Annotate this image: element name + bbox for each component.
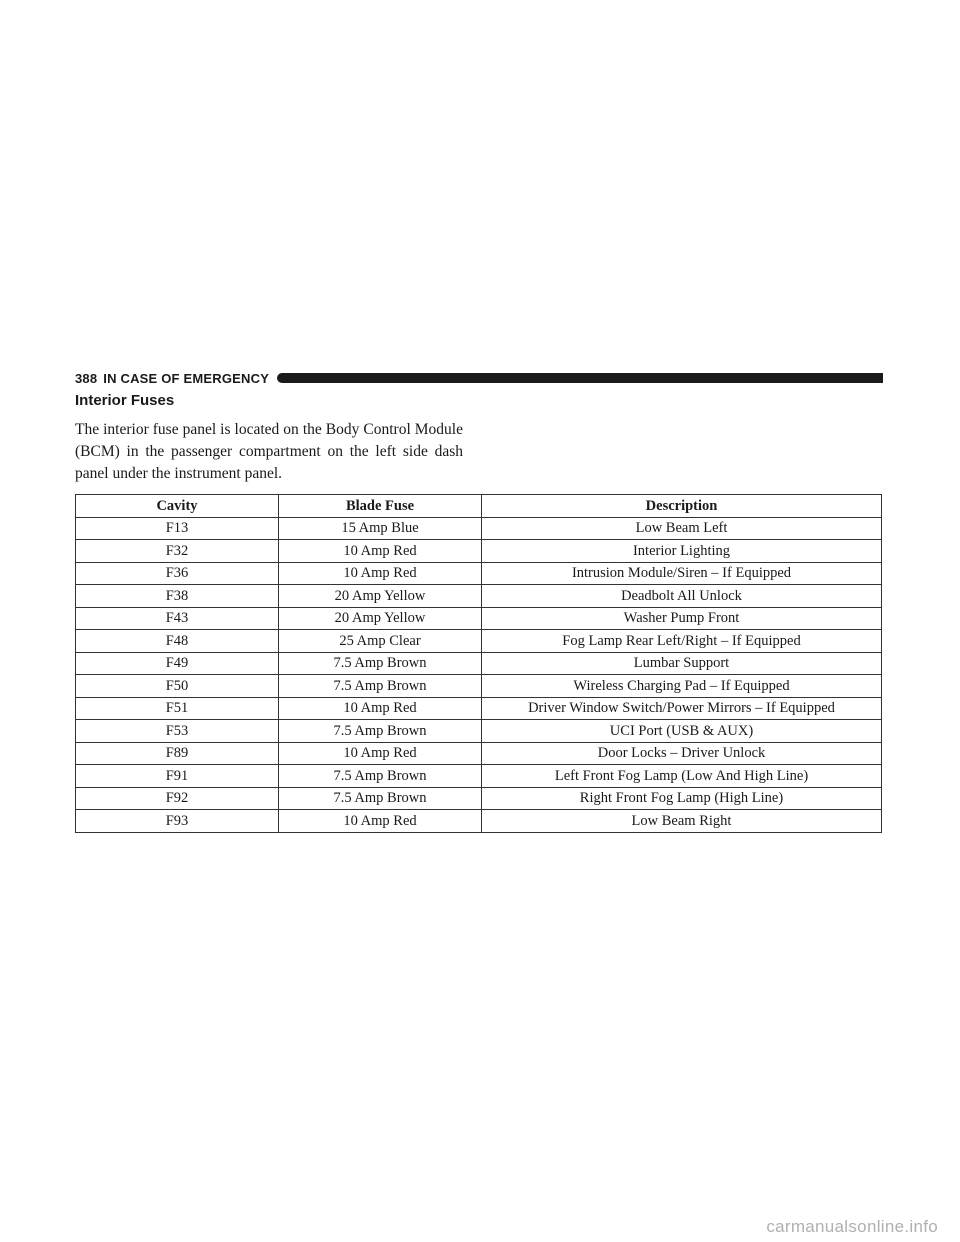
column-header-description: Description — [482, 495, 882, 518]
fuse-table — [75, 494, 882, 833]
cell-cavity: F50 — [76, 675, 279, 698]
cell-blade-fuse: 7.5 Amp Brown — [279, 675, 482, 698]
watermark: carmanualsonline.info — [766, 1217, 938, 1236]
section-title: IN CASE OF EMERGENCY — [103, 370, 270, 386]
cell-blade-fuse: 25 Amp Clear — [279, 630, 482, 653]
cell-description: Washer Pump Front — [482, 607, 882, 630]
table-row — [76, 630, 882, 653]
cell-description: Door Locks – Driver Unlock — [482, 742, 882, 765]
cell-cavity: F32 — [76, 540, 279, 563]
cell-cavity: F51 — [76, 697, 279, 720]
cell-description: Wireless Charging Pad – If Equipped — [482, 675, 882, 698]
cell-description: Driver Window Switch/Power Mirrors – If Equipped — [482, 697, 882, 720]
cell-description: Low Beam Right — [482, 810, 882, 833]
cell-description: Intrusion Module/Siren – If Equipped — [482, 562, 882, 585]
cell-blade-fuse: 7.5 Amp Brown — [279, 765, 482, 788]
cell-blade-fuse: 20 Amp Yellow — [279, 607, 482, 630]
table-row — [76, 562, 882, 585]
column-header-blade-fuse: Blade Fuse — [279, 495, 482, 518]
table-row — [76, 607, 882, 630]
cell-cavity: F89 — [76, 742, 279, 765]
cell-cavity: F13 — [76, 517, 279, 540]
cell-description: Fog Lamp Rear Left/Right – If Equipped — [482, 630, 882, 653]
table-row — [76, 540, 882, 563]
cell-cavity: F93 — [76, 810, 279, 833]
cell-blade-fuse: 7.5 Amp Brown — [279, 652, 482, 675]
table-row — [76, 720, 882, 743]
cell-description: UCI Port (USB & AUX) — [482, 720, 882, 743]
cell-description: Interior Lighting — [482, 540, 882, 563]
cell-cavity: F48 — [76, 630, 279, 653]
table-row — [76, 517, 882, 540]
cell-description: Low Beam Left — [482, 517, 882, 540]
table-row — [76, 810, 882, 833]
table-row — [76, 787, 882, 810]
intro-paragraph: The interior fuse panel is located on the Body Control Module (BCM) in the passenger compartment on the left side dash panel under the instrument panel. — [75, 421, 463, 482]
table-row — [76, 765, 882, 788]
column-header-cavity: Cavity — [76, 495, 279, 518]
cell-blade-fuse: 10 Amp Red — [279, 562, 482, 585]
cell-description: Left Front Fog Lamp (Low And High Line) — [482, 765, 882, 788]
cell-cavity: F36 — [76, 562, 279, 585]
table-row — [76, 697, 882, 720]
cell-blade-fuse: 20 Amp Yellow — [279, 585, 482, 608]
cell-cavity: F49 — [76, 652, 279, 675]
cell-cavity: F38 — [76, 585, 279, 608]
page-header — [75, 369, 883, 387]
cell-blade-fuse: 10 Amp Red — [279, 540, 482, 563]
fuse-table-body — [76, 517, 882, 832]
cell-description: Lumbar Support — [482, 652, 882, 675]
page-number: 388 — [75, 370, 98, 386]
table-row — [76, 585, 882, 608]
cell-cavity: F91 — [76, 765, 279, 788]
table-row — [76, 652, 882, 675]
section-heading: Interior Fuses — [75, 392, 175, 409]
cell-blade-fuse: 10 Amp Red — [279, 810, 482, 833]
cell-description: Deadbolt All Unlock — [482, 585, 882, 608]
table-row — [76, 675, 882, 698]
table-header-row — [76, 495, 882, 518]
cell-blade-fuse: 7.5 Amp Brown — [279, 787, 482, 810]
cell-cavity: F92 — [76, 787, 279, 810]
cell-blade-fuse: 10 Amp Red — [279, 697, 482, 720]
header-bar — [277, 373, 883, 383]
cell-blade-fuse: 7.5 Amp Brown — [279, 720, 482, 743]
cell-cavity: F43 — [76, 607, 279, 630]
cell-blade-fuse: 10 Amp Red — [279, 742, 482, 765]
table-row — [76, 742, 882, 765]
cell-description: Right Front Fog Lamp (High Line) — [482, 787, 882, 810]
cell-blade-fuse: 15 Amp Blue — [279, 517, 482, 540]
cell-cavity: F53 — [76, 720, 279, 743]
